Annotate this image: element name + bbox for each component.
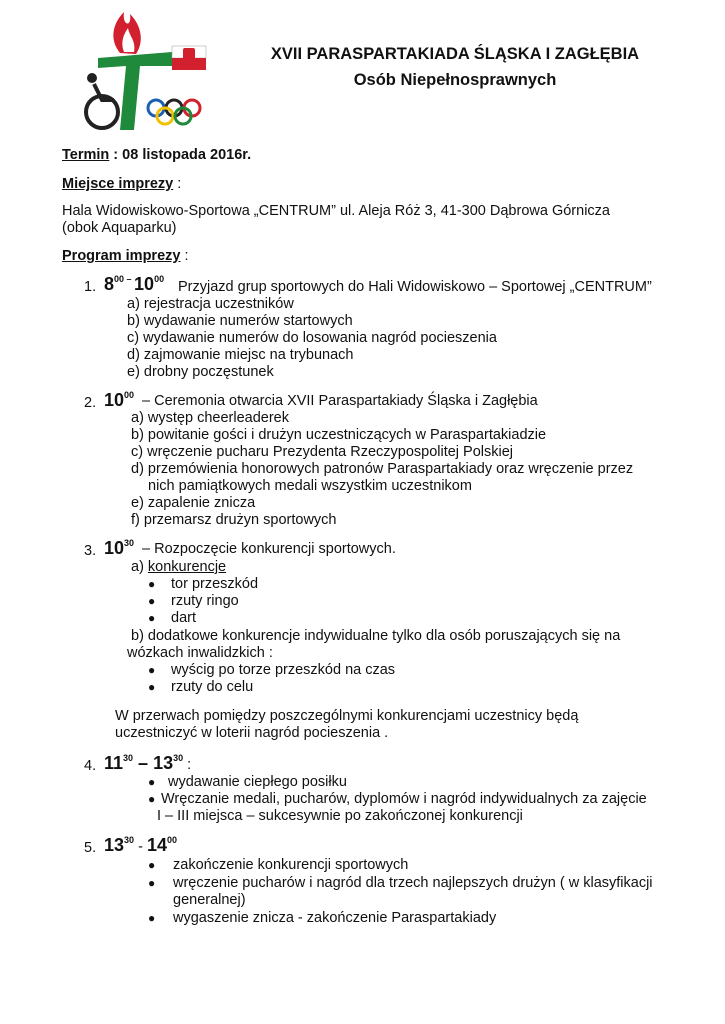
bullet-icon: ● bbox=[148, 611, 156, 625]
s5-dash: - bbox=[134, 839, 147, 855]
bullet-icon: ● bbox=[148, 876, 156, 890]
s1-item-c: c) wydawanie numerów do losowania nagród pocieszenia bbox=[127, 330, 497, 346]
section-1-time bbox=[104, 274, 164, 295]
section-4-time bbox=[104, 753, 191, 774]
s1-item-e: e) drobny poczęstunek bbox=[127, 364, 274, 380]
section-4-number: 4. bbox=[84, 758, 97, 774]
s3-sub-b-line-2: wózkach inwalidzkich : bbox=[127, 645, 273, 661]
section-3-time bbox=[104, 538, 134, 559]
section-3-number: 3. bbox=[84, 543, 97, 559]
s3-min: 30 bbox=[124, 538, 135, 548]
program-label: Program imprezy bbox=[62, 248, 181, 264]
s3-a-item-3: dart bbox=[171, 610, 196, 626]
termin-label: Termin bbox=[62, 147, 110, 163]
s4-min-end: 30 bbox=[173, 753, 184, 763]
termin-value: : 08 listopada 2016r. bbox=[109, 147, 252, 163]
section-2-number: 2. bbox=[84, 395, 97, 411]
termin-line bbox=[62, 147, 251, 163]
miejsce-label: Miejsce imprezy bbox=[62, 176, 174, 192]
s4-item-2-cont: I – III miejsca – sukcesywnie po zakończonej konkurencji bbox=[157, 808, 523, 824]
section-2-text: – Ceremonia otwarcia XVII Paraspartakiady Śląska i Zagłębia bbox=[142, 393, 538, 409]
section-5-number: 5. bbox=[84, 840, 97, 856]
s1-hour-start: 8 bbox=[104, 274, 115, 294]
s3-sub-a-prefix: a) bbox=[131, 559, 148, 575]
s4-item-2: Wręczanie medali, pucharów, dyplomów i nagród indywidualnych za zajęcie bbox=[161, 791, 647, 807]
s5-hour-end: 14 bbox=[146, 835, 167, 855]
program-suffix: : bbox=[180, 248, 189, 264]
s3-sub-a-label: konkurencje bbox=[147, 559, 227, 575]
miejsce-heading bbox=[62, 176, 181, 192]
s1-item-d: d) zajmowanie miejsc na trybunach bbox=[127, 347, 354, 363]
s2-hour: 10 bbox=[104, 390, 125, 410]
s5-item-3: wygaszenie znicza - zakończenie Paraspartakiady bbox=[173, 910, 497, 926]
bullet-icon: ● bbox=[148, 911, 156, 925]
miejsce-line-2: (obok Aquaparku) bbox=[62, 220, 177, 236]
bullet-icon: ● bbox=[148, 680, 156, 694]
s1-hour-end: 10 bbox=[134, 274, 155, 294]
title-line-2: Osób Niepełnosprawnych bbox=[353, 71, 557, 89]
s4-min-start: 30 bbox=[123, 753, 134, 763]
bullet-icon: ● bbox=[148, 858, 156, 872]
s5-hour-start: 13 bbox=[104, 835, 125, 855]
s1-item-b: b) wydawanie numerów startowych bbox=[127, 313, 353, 329]
s3-note-line-2: uczestniczyć w loterii nagród pocieszenia . bbox=[115, 725, 389, 741]
s5-item-2-cont: generalnej) bbox=[173, 892, 246, 908]
s5-item-1: zakończenie konkurencji sportowych bbox=[173, 857, 409, 873]
s5-min-end: 00 bbox=[166, 835, 177, 845]
s1-item-a: a) rejestracja uczestników bbox=[127, 296, 294, 312]
s2-item-f: f) przemarsz drużyn sportowych bbox=[131, 512, 337, 528]
title-line-1: XVII PARASPARTAKIADA ŚLĄSKA I ZAGŁĘBIA bbox=[270, 45, 640, 63]
bullet-icon: ● bbox=[148, 775, 156, 789]
bullet-icon: ● bbox=[148, 792, 156, 806]
s3-note-line-1: W przerwach pomiędzy poszczególnymi konkurencjami uczestnicy będą bbox=[115, 708, 579, 724]
s2-item-b: b) powitanie gości i drużyn uczestniczących w Paraspartakiadzie bbox=[131, 427, 547, 443]
section-1-text: Przyjazd grup sportowych do Hali Widowiskowo – Sportowej „CENTRUM” bbox=[178, 279, 652, 295]
section-1-number: 1. bbox=[84, 279, 97, 295]
s4-colon: : bbox=[183, 757, 192, 773]
s3-hour: 10 bbox=[104, 538, 125, 558]
s3-sub-a bbox=[131, 559, 226, 575]
s3-b-item-1: wyścig po torze przeszkód na czas bbox=[171, 662, 396, 678]
s3-sub-b-line-1: b) dodatkowe konkurencje indywidualne tylko dla osób poruszających się na bbox=[131, 628, 621, 644]
s2-item-c: c) wręczenie pucharu Prezydenta Rzeczypospolitej Polskiej bbox=[131, 444, 514, 460]
s4-dash: – bbox=[133, 753, 154, 773]
s2-item-d: d) przemówienia honorowych patronów Paraspartakiady oraz wręczenie przez bbox=[131, 461, 634, 477]
bullet-icon: ● bbox=[148, 594, 156, 608]
section-2-time bbox=[104, 390, 134, 411]
s1-dash: – bbox=[124, 274, 135, 284]
s3-a-item-2: rzuty ringo bbox=[171, 593, 239, 609]
bullet-icon: ● bbox=[148, 663, 156, 677]
s5-item-2: wręczenie pucharów i nagród dla trzech najlepszych drużyn ( w klasyfikacji bbox=[173, 875, 653, 891]
s4-hour-end: 13 bbox=[153, 753, 174, 773]
s3-a-item-1: tor przeszkód bbox=[171, 576, 259, 592]
section-5-time bbox=[104, 835, 177, 856]
bullet-icon: ● bbox=[148, 577, 156, 591]
miejsce-suffix: : bbox=[173, 176, 182, 192]
s2-item-a: a) występ cheerleaderek bbox=[131, 410, 289, 426]
s2-item-d-cont: nich pamiątkowych medali wszystkim uczestnikom bbox=[148, 478, 472, 494]
paraspartakiada-logo-icon bbox=[80, 8, 212, 130]
program-heading bbox=[62, 248, 189, 264]
section-3-text: – Rozpoczęcie konkurencji sportowych. bbox=[142, 541, 396, 557]
s2-min: 00 bbox=[124, 390, 135, 400]
s1-min-end: 00 bbox=[154, 274, 165, 284]
miejsce-line-1: Hala Widowiskowo-Sportowa „CENTRUM” ul. Aleja Róż 3, 41-300 Dąbrowa Górnicza bbox=[62, 203, 610, 219]
s5-min-start: 30 bbox=[124, 835, 135, 845]
s2-item-e: e) zapalenie znicza bbox=[131, 495, 256, 511]
s4-item-1: wydawanie ciepłego posiłku bbox=[168, 774, 347, 790]
s3-b-item-2: rzuty do celu bbox=[171, 679, 254, 695]
s1-min-start: 00 bbox=[114, 274, 125, 284]
s4-hour-start: 11 bbox=[104, 753, 124, 773]
